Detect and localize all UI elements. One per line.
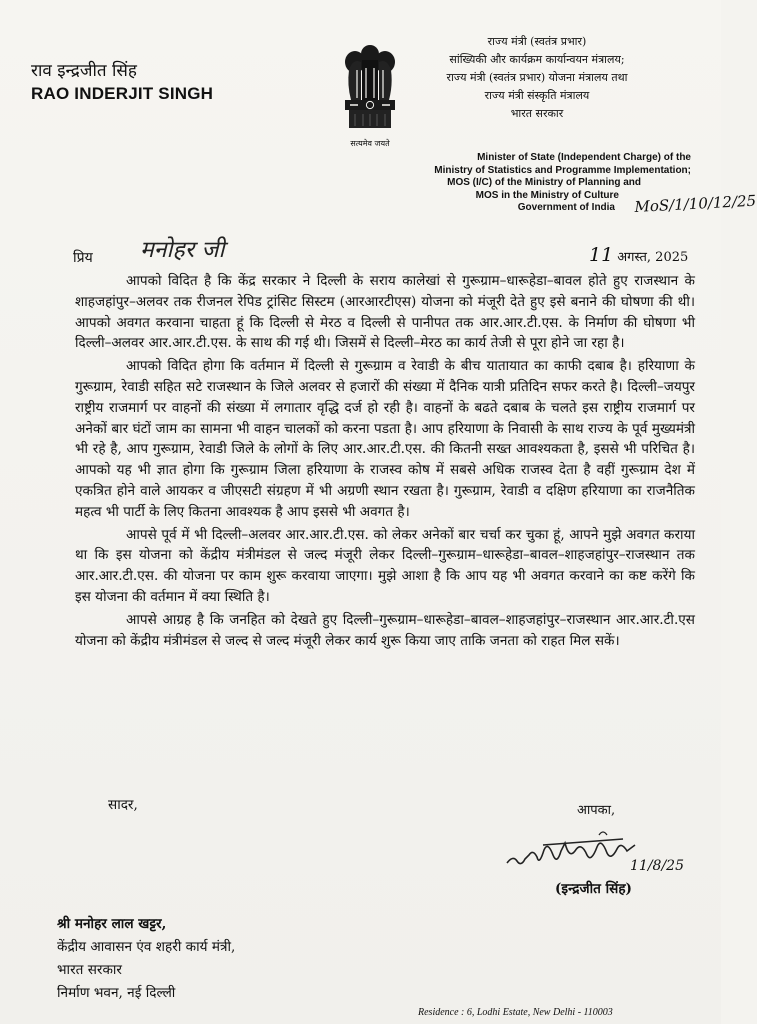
yours-sincerely: आपका, — [577, 803, 616, 818]
closing-salutation: सादर, — [108, 797, 138, 813]
letter-body — [75, 271, 695, 653]
recipient-line: केंद्रीय आवासन एंव शहरी कार्य मंत्री, — [57, 939, 236, 955]
salutation-prefix: प्रिय — [73, 250, 93, 266]
body-paragraph: आपसे आग्रह है कि जनहित को देखते हुए दिल्ली–गुरूग्राम–धारूहेडा–बावल–शाहजहांपुर–राजस्थान आर.आर.टी.एस योजना को केंद्रीय मंत्रीमंडल से जल्द से जल्द मंजूरी लेकर कार्य शुरू किया जाए ताकि जनता को राहत मिल सकें। — [75, 611, 695, 649]
date-day: 11 — [589, 244, 614, 266]
lion-capital-icon — [335, 40, 405, 140]
designation-english-line: Government of India — [517, 202, 615, 214]
designation-hindi-line: भारत सरकार — [510, 107, 564, 120]
letter-date — [589, 244, 688, 266]
body-paragraph: आपको विदित होगा कि वर्तमान में दिल्ली से गुरूग्राम व रेवाडी के बीच यातायात का काफी दबाब है। हरियाणा के गुरूग्राम, रेवाडी सहित सटे राजस्थान के जिले अलवर से हजारों की संख्या में दैनिक यात्री प्रतिदिन सफर करते है। दिल्ली–जयपुर राष्ट्रीय राजमार्ग पर वाहनों की संख्या में लगातार वृद्धि दर्ज हो रही है। वाहनों के बढते दबाब के चलते इस राष्ट्रीय राजमार्ग पर अनेकों बार घंटों जाम का सामना भी वाहन चालकों को करना पडता है। आप हरियाणा के निवासी के साथ राज्य के पूर्व मुख्यमंत्री भी रहे है, आप गुरूग्राम, रेवाडी जिले के लोगों के लिए आर.आर.टी.एस. की कितनी सख्त आवश्यकता है, इससे भी परिचित है। आपको यह भी ज्ञात होगा कि गुरूग्राम जिला हरियाणा के राजस्व कोष में सबसे अधिक राजस्व देता है वहीं गुरूग्राम देश में एकत्रित होने वाले आयकर व जीएसटी संग्रहण में भी अग्रणी स्थान रखता है। गुरूग्राम, रेवाडी व दक्षिण हरियाणा का राजनैतिक महत्व भी पार्टी के लिए कितना आवश्यक है आप इससे भी अवगत है। — [75, 358, 695, 520]
residence-footer: Residence : 6, Lodhi Estate, New Delhi - 110003 — [418, 1007, 613, 1018]
salutation-name: मनोहर जी — [140, 237, 225, 263]
body-paragraph: आपको विदित है कि केंद्र सरकार ने दिल्ली के सराय कालेखां से गुरूग्राम–धारूहेडा–बावल होते हुए राजस्थान के शाहजहांपुर–अलवर तक रीजनल रेपिड ट्रांसिट सिस्टम (आरआरटीएस) योजना को मंजूरी देते हुए इसे बनाने की घोषणा की थी। आपको अवगत करवाना चाहता हूं कि दिल्ली से मेरठ व दिल्ली से पानीपत तक आर.आर.टी.एस. के निर्माण की घोषणा भी दिल्ली–अलवर आर.आर.टी.एस. के साथ की गई थी। जिसमें से दिल्ली–मेरठ का कार्य तेजी से पूरा होने जा रहा है। — [75, 273, 695, 352]
emblem-motto: सत्यमेव जयते — [350, 139, 390, 148]
designation-hindi-line: राज्य मंत्री (स्वतंत्र प्रभार) — [487, 35, 587, 48]
recipient-address — [57, 913, 235, 1005]
sender-name-english: RAO INDERJIT SINGH — [31, 84, 214, 103]
designation-english-line: MOS (I/C) of the Ministry of Planning and — [447, 177, 641, 189]
designation-english-line: Ministry of Statistics and Programme Implementation; — [434, 164, 691, 176]
designation-hindi — [402, 33, 672, 123]
recipient-name: श्री मनोहर लाल खट्टर, — [57, 916, 167, 932]
date-month-year: अगस्त, 2025 — [617, 250, 689, 265]
signature-date: 11/8/25 — [630, 858, 684, 874]
designation-hindi-line: राज्य मंत्री (स्वतंत्र प्रभार) योजना मंत्रालय तथा — [446, 71, 628, 84]
recipient-line: भारत सरकार — [57, 962, 122, 978]
reference-number: MoS/1/10/12/25 — [634, 191, 757, 216]
recipient-line: निर्माण भवन, नई दिल्ली — [57, 985, 176, 1001]
sender-name-hindi: राव इन्द्रजीत सिंह — [31, 61, 137, 81]
designation-hindi-line: सांख्यिकी और कार्यक्रम कार्यान्वयन मंत्रालय; — [449, 53, 625, 66]
national-emblem — [335, 40, 405, 152]
body-paragraph: आपसे पूर्व में भी दिल्ली–अलवर आर.आर.टी.एस. को लेकर अनेकों बार चर्चा कर चुका हूं, आपने मुझे अवगत कराया था कि इस योजना को केंद्रीय मंत्रीमंडल से जल्द मंजूरी लेकर दिल्ली–गुरूग्राम–धारूहेडा–बावल–शाहजहांपुर–राजस्थान तक आर.आर.टी.एस. की योजना पर काम शुरू करवाया जाएगा। मुझे आशा है कि आप यह भी अवगत करवाने का कष्ट करेंगे कि इस योजना की वर्तमान में क्या स्थिति है। — [75, 526, 695, 605]
designation-english-line: MOS in the Ministry of Culture — [475, 189, 619, 201]
signer-name: (इन्द्रजीत सिंह) — [555, 881, 632, 897]
designation-hindi-line: राज्य मंत्री संस्कृति मंत्रालय — [484, 89, 590, 102]
designation-english-line: Minister of State (Independent Charge) of the — [477, 152, 691, 163]
